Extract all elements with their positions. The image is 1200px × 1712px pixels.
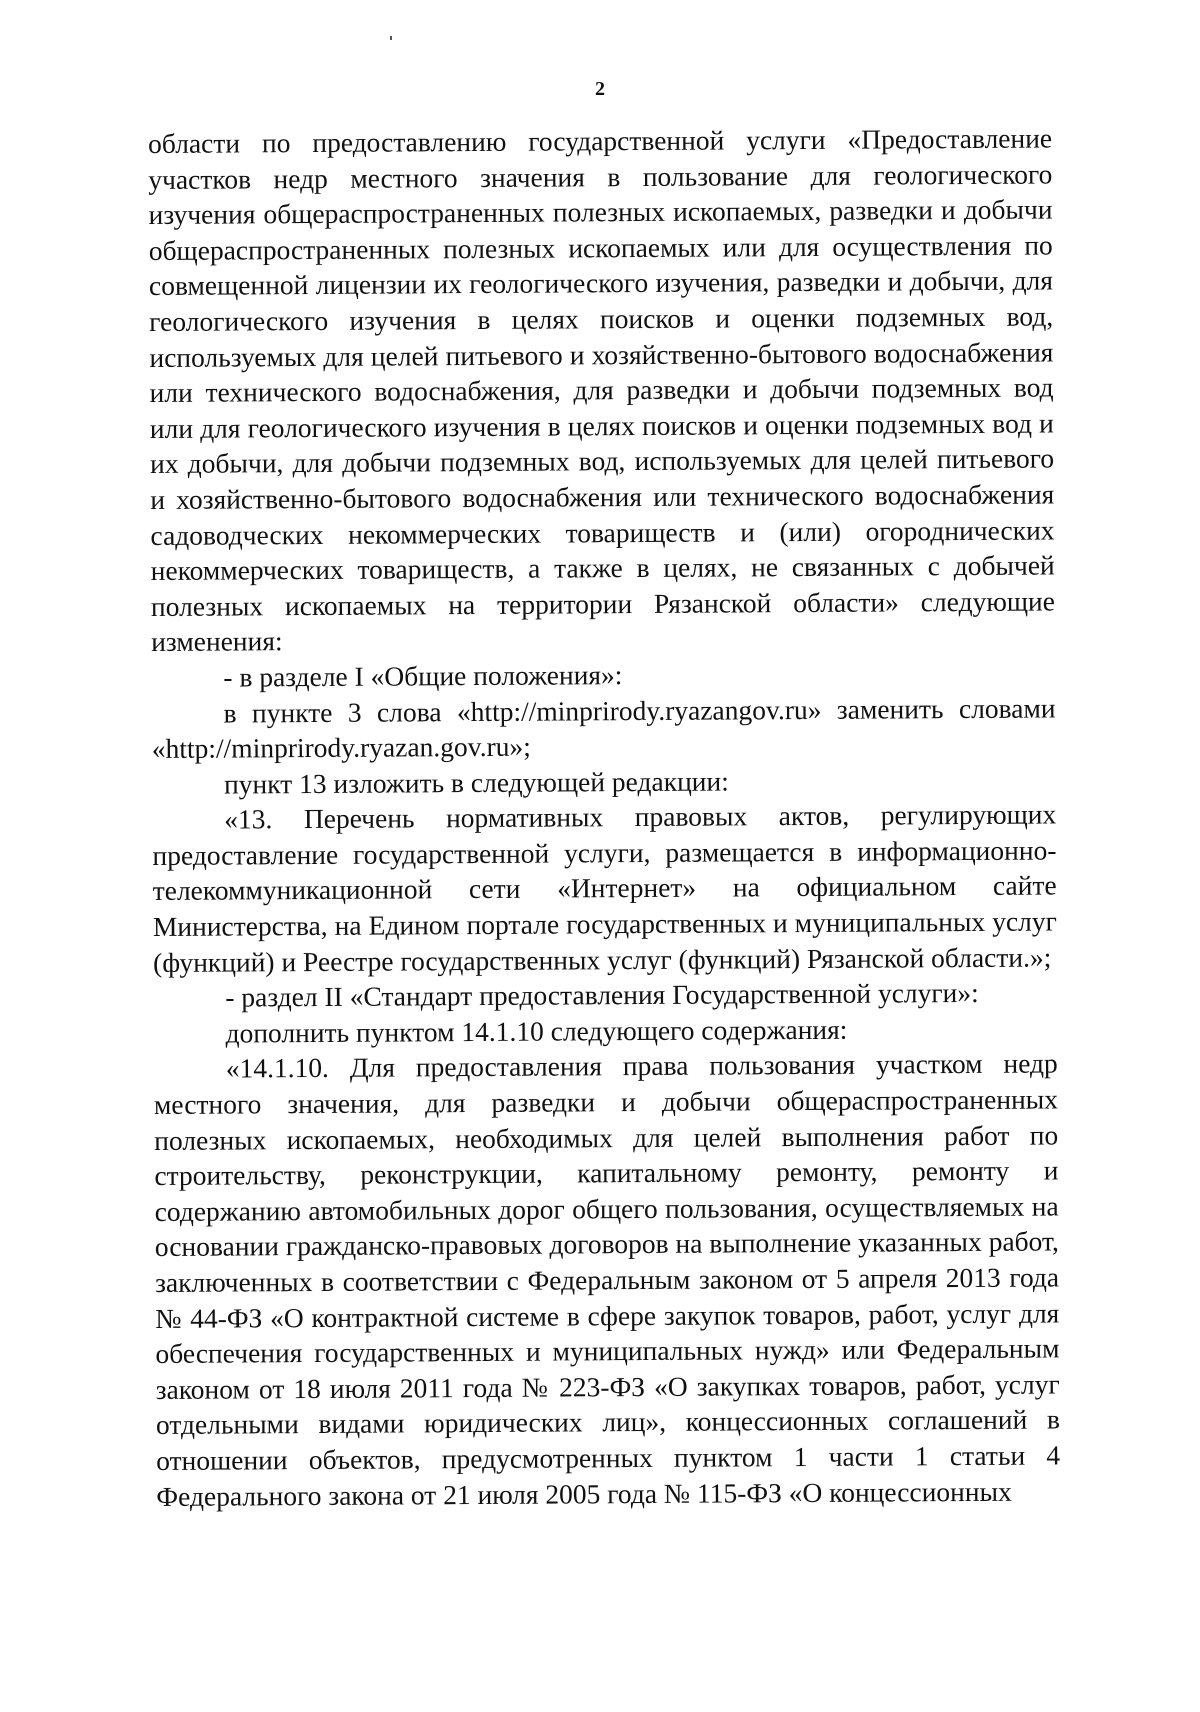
paragraph-section-1: - в разделе I «Общие положения»: [223, 659, 623, 693]
document-body [148, 120, 1060, 1514]
paragraph-point-13-text: «13. Перечень нормативных правовых актов, регулирующих предоставление государственной услуги, размещается в информационно-телекоммуникационной сети «Интернет» на официальном сайте Министерства, на Едином портале государственных и муниципальных услуг (функций) и Реестре государственных услуг (функций) Рязанской области.»; [152, 798, 1057, 978]
scan-artifact [390, 36, 392, 40]
page-number: 2 [595, 78, 605, 100]
paragraph-section-2: - раздел II «Стандарт предоставления Государственной услуги»: [225, 977, 979, 1013]
paragraph-continuation: области по предоставлению государственной услуги «Предоставление участков недр местного значения в пользование для геологического изучения общераспространенных полезных ископаемых, разведки и добычи общераспространенных полезных ископаемых или для осуществления по совмещенной лицензии их геологического изучения, разведки и добычи, для геологического изучения в целях поисков и оценки подземных вод, используемых для целей питьевого и хозяйственно-бытового водоснабжения или технического водоснабжения, для разведки и добычи подземных вод или для геологического изучения в целях поисков и оценки подземных вод и их добычи, для добычи подземных вод, используемых для целей питьевого и хозяйственно-бытового водоснабжения или технического водоснабжения садоводческих некоммерческих товариществ и (или) огороднических некоммерческих товариществ, а также в целях, не связанных с добычей полезных ископаемых на территории Рязанской области» следующие изменения: [148, 122, 1056, 658]
paragraph-point-13-intro: пункт 13 изложить в следующей редакции: [223, 765, 729, 800]
paragraph-point-14-1-10-text: «14.1.10. Для предоставления права пользования участком недр местного значения, для разведки и добычи общераспространенных полезных ископаемых, необходимых для целей выполнения работ по строительству, реконструкции, капитальному ремонту, ремонту и содержанию автомобильных дорог общего пользования, осуществляемых на основании гражданско-правовых договоров на выполнение указанных работ, заключенных в соответствии с Федеральным законом от 5 апреля 2013 года № 44-ФЗ «О контрактной системе в сфере закупок товаров, работ, услуг для обеспечения государственных и муниципальных нужд» или Федеральным законом от 18 июля 2011 года № 223-ФЗ «О закупках товаров, работ, услуг отдельными видами юридических лиц», концессионных соглашений в отношении объектов, предусмотренных пунктом 1 части 1 статьи 4 Федерального закона от 21 июля 2005 года № 115-ФЗ «О концессионных [153, 1047, 1061, 1512]
paragraph-point-3: в пункте 3 слова «http://minprirody.ryazangov.ru» заменить словами «http://minprirody.ryazan.gov.ru»; [151, 691, 1056, 765]
paragraph-point-14-1-10-intro: дополнить пунктом 14.1.10 следующего содержания: [225, 1013, 848, 1049]
